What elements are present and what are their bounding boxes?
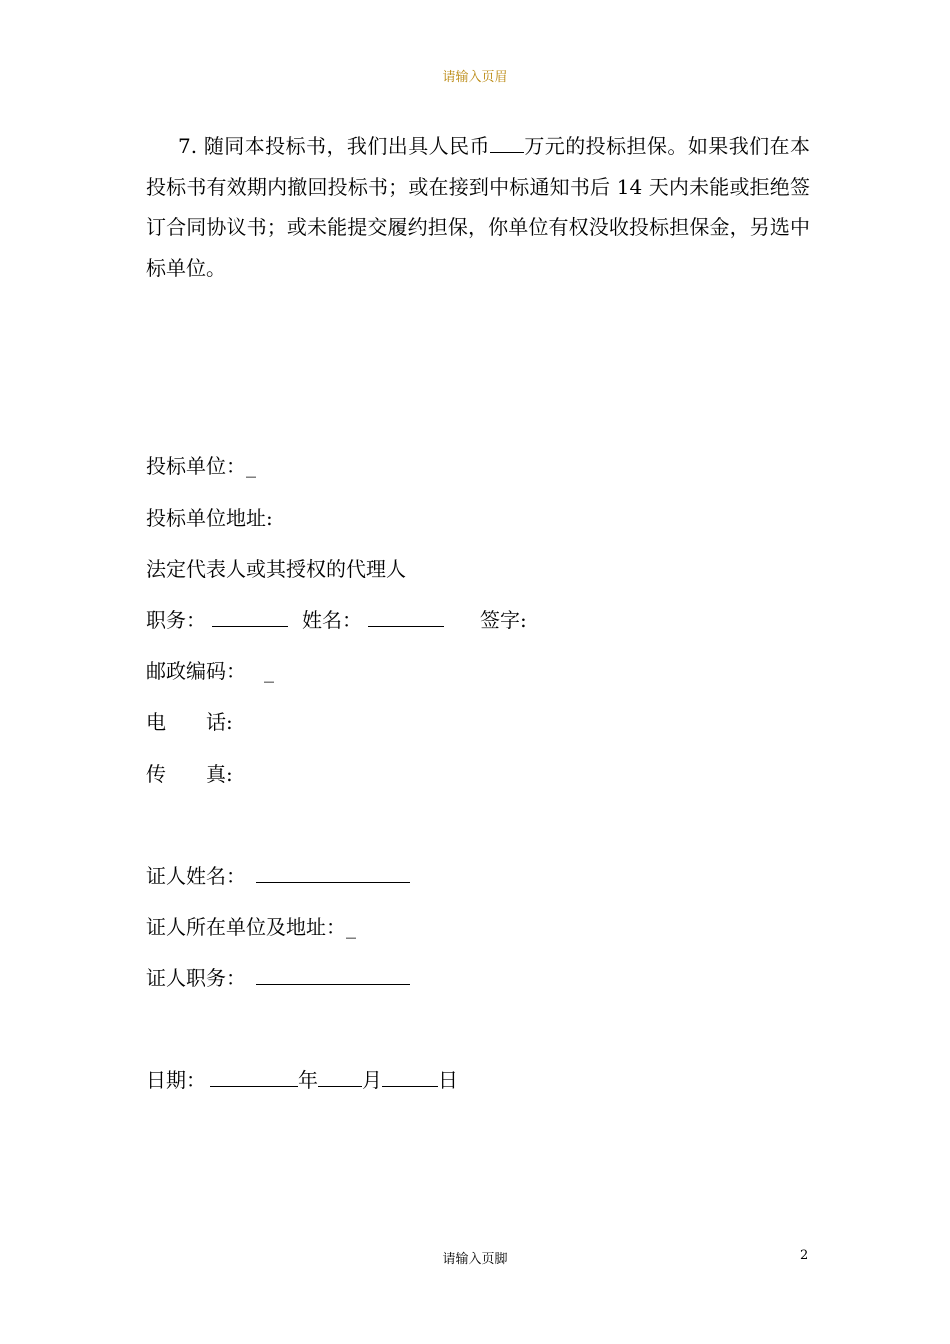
year-blank — [210, 1066, 298, 1087]
page-header: 请输入页眉 — [442, 70, 508, 85]
witness-name-label: 证人姓名： — [146, 864, 246, 888]
bidder-address-label: 投标单位地址: — [146, 506, 273, 530]
postal-code-blank: _ — [264, 659, 274, 683]
fax-label: 传 真: — [146, 762, 233, 786]
date-label: 日期： — [146, 1068, 206, 1092]
clause-text-before: 7. 随同本投标书，我们出具人民币 — [178, 134, 490, 158]
month-blank — [318, 1066, 362, 1087]
postal-code-line — [146, 657, 274, 685]
bidder-unit-label: 投标单位： — [146, 454, 246, 478]
year-label: 年 — [298, 1068, 318, 1092]
position-name-signature-line — [146, 606, 527, 634]
page-number: 2 — [800, 1248, 809, 1263]
signature-label: 签字: — [480, 608, 527, 632]
witness-name-line — [146, 862, 410, 890]
witness-unit-address-line — [146, 913, 356, 941]
clause-text-after: 万元的投标担保。如果我们在本投标书有效期内撤回投标书；或在接到中标通知书后 14 天内未能或拒绝签订合同协议书；或未能提交履约担保，你单位有权没收投标担保金，另选中标单位。 — [146, 134, 810, 280]
postal-code-label: 邮政编码： — [146, 659, 246, 683]
witness-unit-address-label: 证人所在单位及地址： — [146, 915, 346, 939]
witness-name-blank — [256, 862, 410, 883]
fax-line — [146, 760, 233, 788]
day-label: 日 — [438, 1068, 458, 1092]
page-footer: 请输入页脚 — [442, 1252, 508, 1267]
date-line — [146, 1066, 458, 1094]
bidder-unit-line — [146, 452, 256, 480]
witness-position-line — [146, 964, 410, 992]
bidder-unit-blank: _ — [246, 454, 256, 478]
bidder-address-line — [146, 504, 273, 532]
name-blank — [368, 606, 444, 627]
witness-position-blank — [256, 964, 410, 985]
month-label: 月 — [362, 1068, 382, 1092]
witness-position-label: 证人职务： — [146, 966, 246, 990]
day-blank — [382, 1066, 438, 1087]
phone-line — [146, 708, 233, 736]
position-blank — [212, 606, 288, 627]
legal-rep-label: 法定代表人或其授权的代理人 — [146, 557, 406, 581]
witness-unit-address-blank: _ — [346, 915, 356, 939]
legal-rep-line — [146, 555, 406, 583]
bid-guarantee-clause — [146, 126, 810, 288]
name-label: 姓名： — [302, 608, 362, 632]
phone-label: 电 话: — [146, 710, 233, 734]
amount-blank — [490, 132, 524, 153]
position-label: 职务： — [146, 608, 206, 632]
